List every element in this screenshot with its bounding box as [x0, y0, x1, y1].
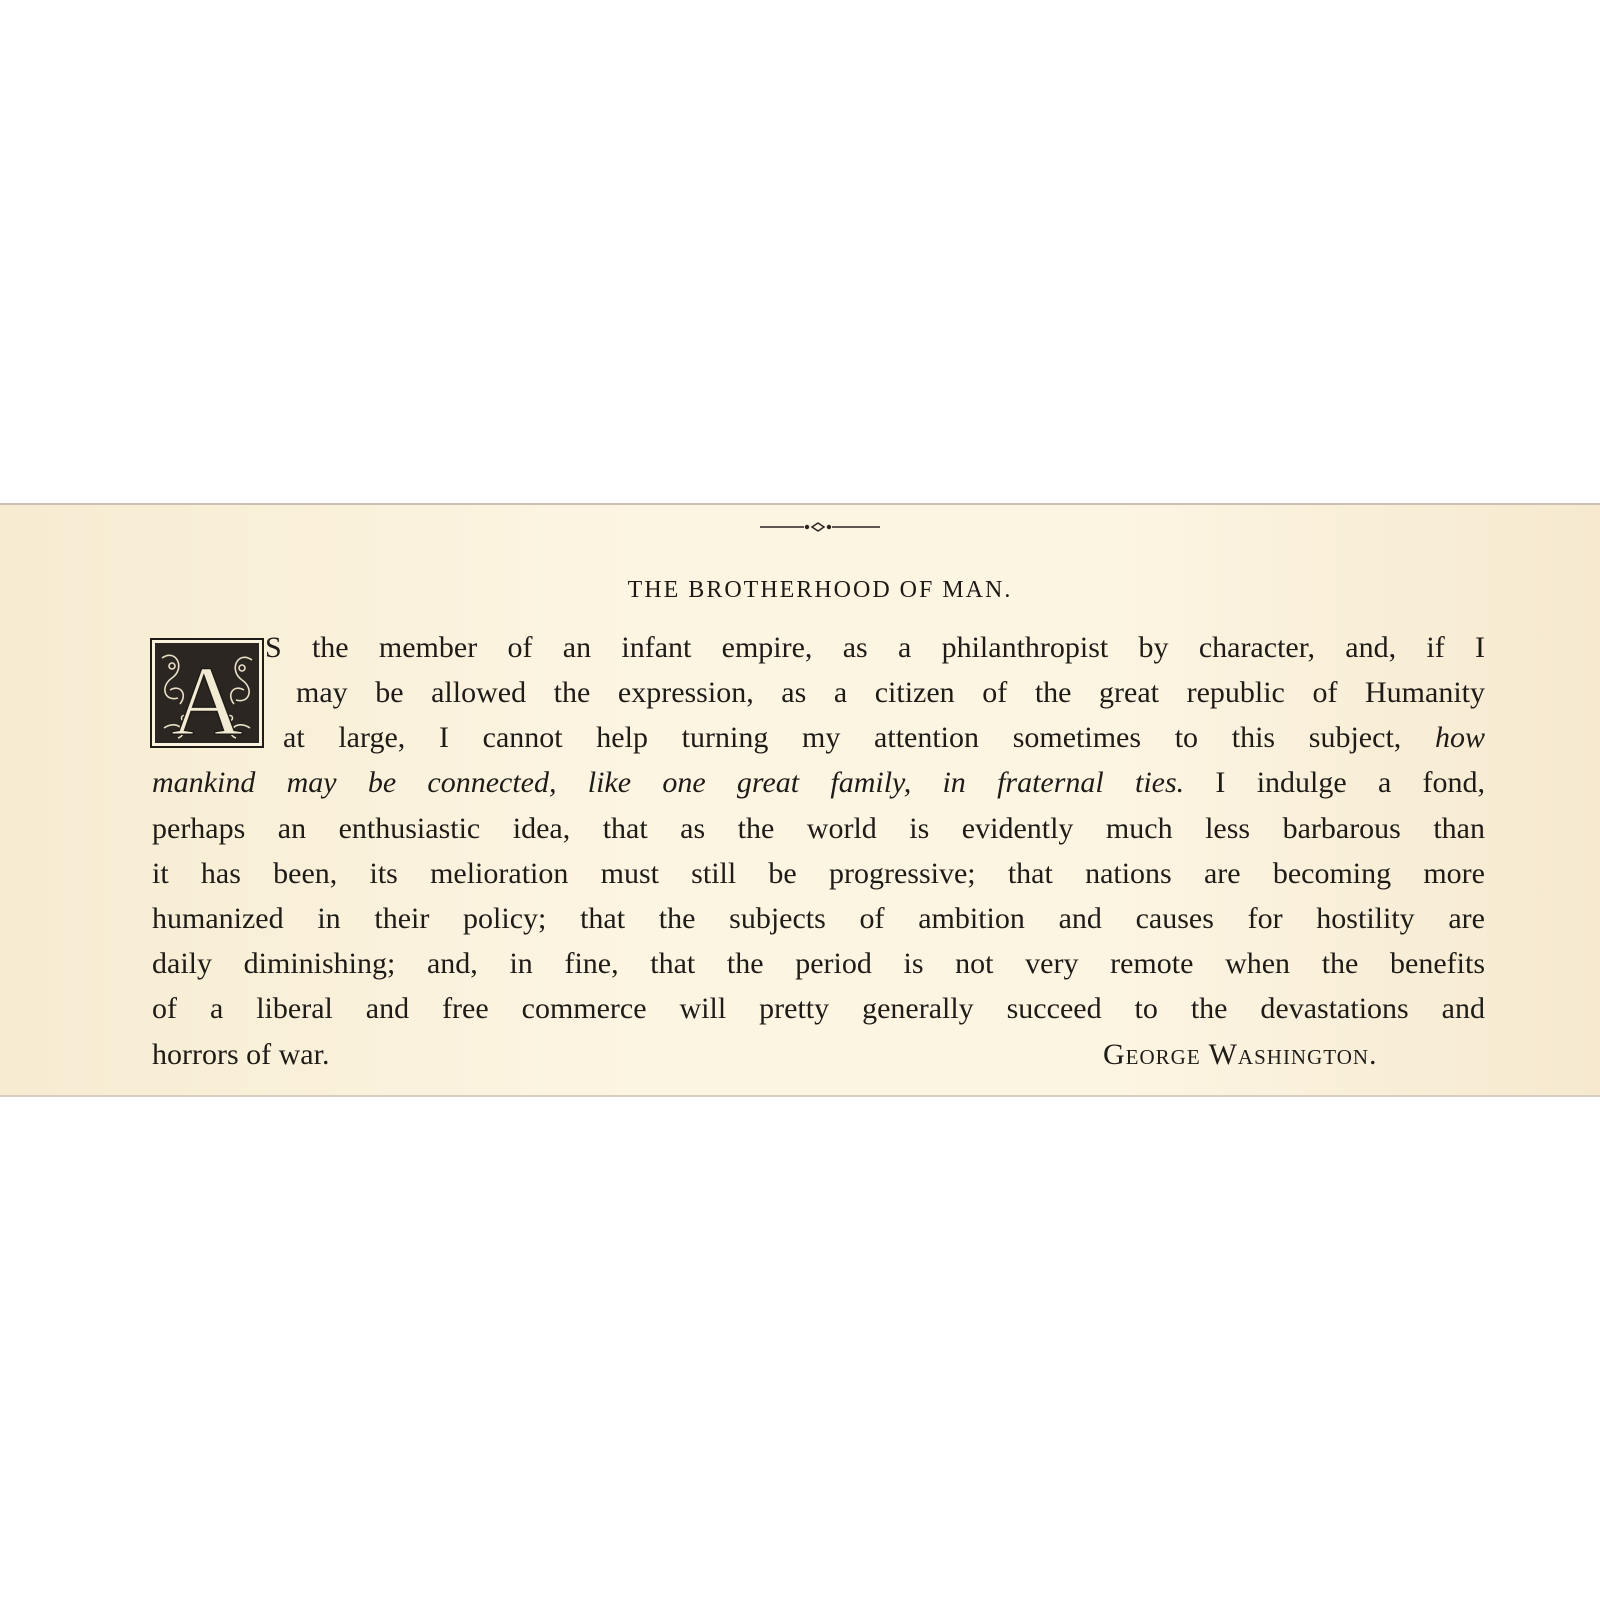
initial-letter: A — [170, 645, 244, 748]
body-line: it has been, its melioration must still be progressive; that nations are becoming more — [152, 857, 1485, 890]
body-line: perhaps an enthusiastic idea, that as the world is evidently much less barbarous than — [152, 812, 1485, 845]
body-line: daily diminishing; and, in fine, that the period is not very remote when the benefits — [152, 947, 1485, 980]
decorative-initial-a — [150, 638, 264, 748]
author-signature: George Washington. — [1103, 1038, 1378, 1071]
body-line: S the member of an infant empire, as a philanthropist by character, and, if I — [265, 631, 1485, 664]
body-line: may be allowed the expression, as a citizen of the great republic of Humanity — [296, 676, 1485, 709]
body-line: mankind may be connected, like one great family, in fraternal ties. I indulge a fond, — [152, 766, 1486, 799]
article-title: THE BROTHERHOOD OF MAN. — [627, 577, 1013, 603]
document-clipping — [0, 503, 1600, 1097]
italic-phrase: how — [1434, 721, 1485, 754]
body-line: at large, I cannot help turning my attention sometimes to this subject, how — [283, 721, 1485, 754]
italic-phrase: mankind may be connected, like one great family, in fraternal ties. — [152, 766, 1185, 799]
body-line: humanized in their policy; that the subjects of ambition and causes for hostility are — [152, 902, 1485, 935]
ornament-divider-icon — [760, 520, 880, 534]
body-line-last: horrors of war. — [152, 1038, 330, 1071]
body-line: of a liberal and free commerce will pretty generally succeed to the devastations and — [152, 992, 1485, 1025]
